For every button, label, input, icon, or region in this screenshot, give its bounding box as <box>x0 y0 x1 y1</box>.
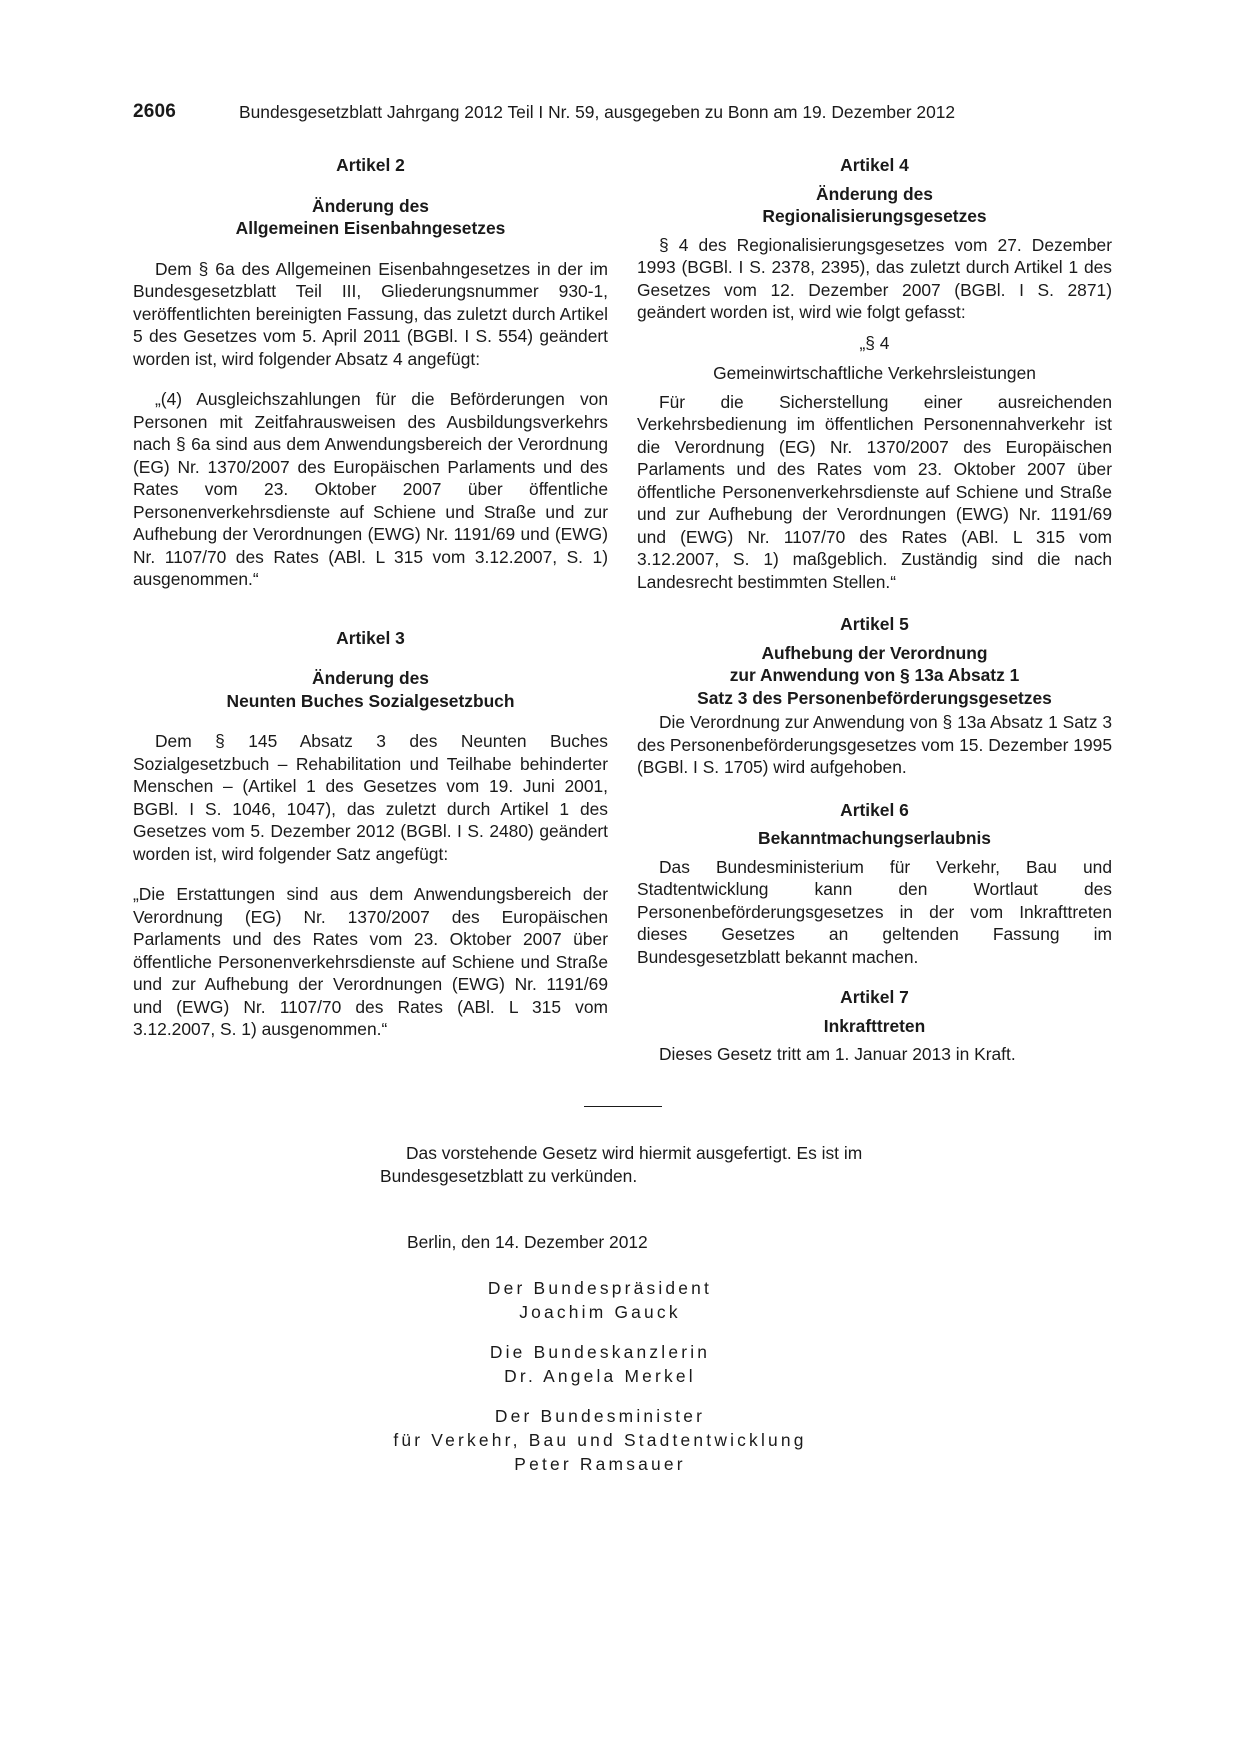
article-quote: „Die Erstattungen sind aus dem Anwendungsbereich der Verordnung (EG) Nr. 1370/2007 des Europäischen Parlaments und des Rates vom 23. Oktober 2007 über öffentliche Personenverkehrsdienste auf Schiene und Straße und zur Aufhebung der Verordnungen (EWG) Nr. 1191/69 und (EWG) Nr. 1107/70 des Rates (ABl. L 315 vom 3.12.2007, S. 1) ausgenommen.“ <box>133 884 608 1039</box>
article-5 <box>637 613 1112 779</box>
signatory-chancellor <box>330 1340 870 1388</box>
signatory-role: für Verkehr, Bau und Stadtentwicklung <box>393 1430 807 1450</box>
closing-formula <box>380 1142 880 1188</box>
article-title: Aufhebung der Verordnung <box>761 642 988 663</box>
signatory-president <box>330 1276 870 1324</box>
article-title: Regionalisierungsgesetzes <box>762 206 987 226</box>
left-column <box>133 154 608 1041</box>
article-text: Die Verordnung zur Anwendung von § 13a Absatz 1 Satz 3 des Personenbeförderungsgesetzes vom 15. Dezember 1995 (BGBl. I S. 1705) wird aufgehoben. <box>637 712 1112 777</box>
section-title: Gemeinwirtschaftliche Verkehrsleistungen <box>713 363 1036 383</box>
article-title: Änderung des <box>312 195 429 216</box>
article-quote: „(4) Ausgleichszahlungen für die Beförderungen von Personen mit Zeitfahrausweisen des Ausbildungsverkehrs nach § 6a sind aus dem Anwendungsbereich der Verordnung (EG) Nr. 1370/2007 des Europäischen Parlaments und des Rates vom 23. Oktober 2007 über öffentliche Personenverkehrsdienste auf Schiene und Straße und zur Aufhebung der Verordnungen (EWG) Nr. 1191/69 und (EWG) Nr. 1107/70 des Rates (ABl. L 315 vom 3.12.2007, S. 1) ausgenommen.“ <box>133 389 608 589</box>
article-title: Änderung des <box>816 183 933 204</box>
signatory-minister <box>330 1404 870 1476</box>
article-7 <box>637 986 1112 1066</box>
article-label: Artikel 7 <box>840 987 909 1007</box>
signatory-name: Dr. Angela Merkel <box>504 1366 696 1386</box>
article-title: Satz 3 des Personenbeförderungsgesetzes <box>697 687 1052 708</box>
separator-line <box>584 1106 662 1107</box>
place-and-date: Berlin, den 14. Dezember 2012 <box>407 1232 648 1252</box>
article-4 <box>637 154 1112 593</box>
signatory-role: Die Bundeskanzlerin <box>489 1342 711 1362</box>
signatory-name: Joachim Gauck <box>519 1302 681 1322</box>
article-intro: Dem § 145 Absatz 3 des Neunten Buches Sozialgesetzbuch – Rehabilitation und Teilhabe behinderter Menschen – (Artikel 1 des Gesetzes vom 19. Juni 2001, BGBl. I S. 1046, 1047), das zuletzt durch Artikel 1 des Gesetzes vom 5. Dezember 2012 (BGBl. I S. 2480) geändert worden ist, wird folgender Satz angefügt: <box>133 731 608 864</box>
closing-text: Das vorstehende Gesetz wird hiermit ausgefertigt. Es ist im Bundesgesetzblatt zu verkünden. <box>380 1143 863 1186</box>
article-intro: Dem § 6a des Allgemeinen Eisenbahngesetzes in der im Bundesgesetzblatt Teil III, Gliederungsnummer 930-1, veröffentlichten bereinigten Fassung, das zuletzt durch Artikel 5 des Gesetzes vom 5. April 2011 (BGBl. I S. 554) geändert worden ist, wird folgender Absatz 4 angefügt: <box>133 258 608 369</box>
article-text: Dieses Gesetz tritt am 1. Januar 2013 in Kraft. <box>659 1044 1016 1064</box>
right-column <box>637 154 1112 1066</box>
section-number: „§ 4 <box>859 332 890 353</box>
article-title: Bekanntmachungserlaubnis <box>758 828 991 848</box>
article-2 <box>133 154 608 591</box>
article-label: Artikel 5 <box>840 614 909 634</box>
article-3 <box>133 627 608 1041</box>
signatory-role: Der Bundesminister <box>494 1406 706 1426</box>
signatory-role: Der Bundespräsident <box>487 1278 713 1298</box>
article-intro: § 4 des Regionalisierungsgesetzes vom 27. Dezember 1993 (BGBl. I S. 2378, 2395), das zuletzt durch Artikel 1 des Gesetzes vom 12. Dezember 2007 (BGBl. I S. 2871) geändert worden ist, wird wie folgt gefasst: <box>637 234 1112 322</box>
article-title: Allgemeinen Eisenbahngesetzes <box>235 218 506 238</box>
article-title: Änderung des <box>312 668 429 688</box>
article-label: Artikel 6 <box>840 799 909 820</box>
section-text: Für die Sicherstellung einer ausreichenden Verkehrsbedienung im öffentlichen Personennahverkehr ist die Verordnung (EG) Nr. 1370/2007 des Europäischen Parlaments und des Rates vom 23. Oktober 2007 über öffentliche Personenverkehrsdienste auf Schiene und Straße und zur Aufhebung der Verordnungen (EWG) Nr. 1191/69 und (EWG) Nr. 1107/70 des Rates (ABl. L 315 vom 3.12.2007, S. 1) maßgeblich. Zuständig sind die nach Landesrecht bestimmten Stellen.“ <box>637 391 1112 592</box>
article-label: Artikel 2 <box>336 155 405 175</box>
signatory-name: Peter Ramsauer <box>514 1454 686 1474</box>
running-head: Bundesgesetzblatt Jahrgang 2012 Teil I Nr. 59, ausgegeben zu Bonn am 19. Dezember 2012 <box>239 102 956 122</box>
article-text: Das Bundesministerium für Verkehr, Bau und Stadtentwicklung kann den Wortlaut des Personenbeförderungsgesetzes in der vom Inkrafttreten dieses Gesetzes an geltenden Fassung im Bundesgesetzblatt bekannt machen. <box>637 856 1112 967</box>
article-title: zur Anwendung von § 13a Absatz 1 <box>729 665 1020 685</box>
article-6 <box>637 799 1112 969</box>
signatories <box>330 1276 870 1492</box>
article-label: Artikel 4 <box>840 155 909 175</box>
article-label: Artikel 3 <box>336 627 405 648</box>
article-title: Neunten Buches Sozialgesetzbuch <box>226 690 515 711</box>
page-number: 2606 <box>133 101 177 122</box>
article-title: Inkrafttreten <box>823 1015 926 1036</box>
